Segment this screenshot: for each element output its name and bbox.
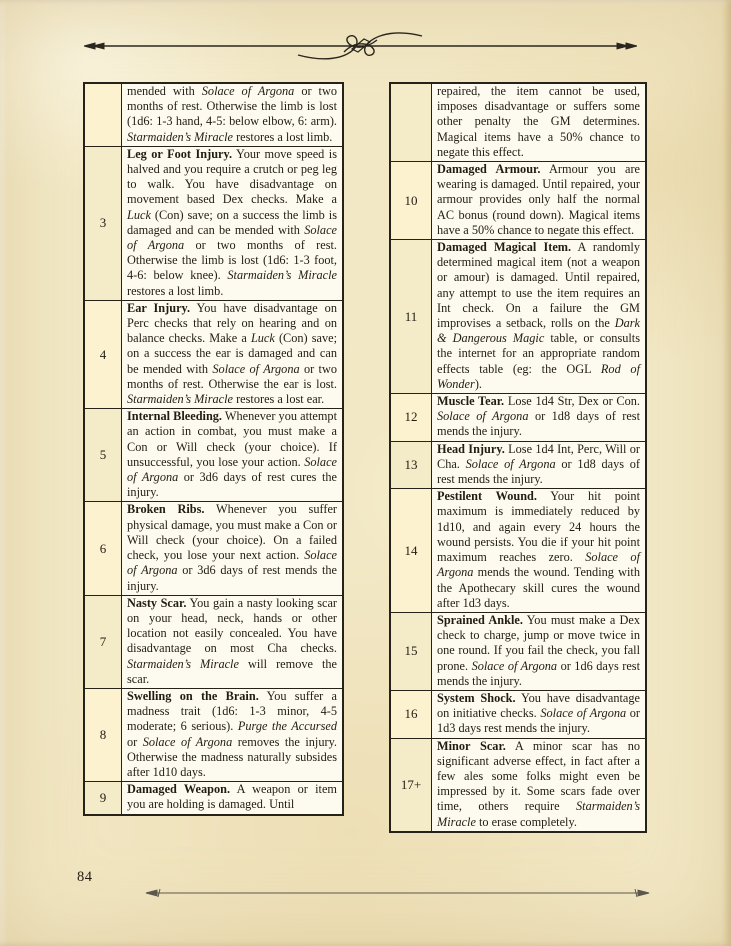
- description-cell: [432, 442, 645, 489]
- text-run: Solace of Argona: [540, 706, 627, 721]
- text-run: Solace of Argona: [142, 734, 233, 749]
- text-run: or two months of rest. Otherwise the limb is lost (1d6: 1-3 hand, 4-5: below elbow, 6: arm).: [127, 84, 338, 129]
- description-cell: [122, 502, 342, 594]
- text-run: Whenever you attempt an action in combat, you must make a Con or Will check (your choice). If unsuccessful, you lose your action.: [127, 409, 337, 469]
- text-run: Starmaiden’s Miracle: [127, 392, 233, 407]
- text-run: restores a lost ear.: [233, 392, 325, 407]
- description-cell: [122, 689, 342, 781]
- text-run: (Con) save; on a success the limb is damaged and can be mended with: [127, 207, 337, 237]
- text-run: ).: [474, 376, 482, 391]
- text-run: Whenever you suffer physical damage, you must make a Con or Will check (your choice). On a failed check, you lose your next action.: [127, 502, 338, 563]
- text-run: Leg or Foot Injury.: [127, 146, 233, 161]
- roll-cell: [85, 84, 122, 146]
- text-run: Swelling on the Brain.: [127, 688, 259, 703]
- text-run: table, or consults the internet for an appropriate random effects table (eg: the OGL: [437, 331, 640, 376]
- roll-cell: 4: [85, 301, 122, 408]
- text-run: Nasty Scar.: [127, 595, 187, 610]
- roll-cell: 9: [85, 782, 122, 813]
- text-run: Pestilent Wound.: [437, 489, 537, 504]
- text-run: Minor Scar.: [437, 738, 506, 753]
- text-run: You must make a Dex check to charge, jump or move twice in one round. If you fail the check, you fall prone.: [437, 612, 640, 673]
- text-run: Solace of Argona: [127, 222, 337, 253]
- text-run: will remove the scar.: [127, 656, 337, 686]
- text-run: System Shock.: [437, 690, 516, 705]
- roll-cell: 3: [85, 147, 122, 300]
- roll-cell: 7: [85, 596, 122, 688]
- roll-cell: 17+: [391, 739, 432, 831]
- text-run: or two months of rest. Otherwise the limb is lost (1d6: 1-3 foot, 4-6: below knee).: [127, 238, 337, 283]
- text-run: repaired, the item cannot be used, imposes disadvantage or suffers some other penalty the GM determines. Magical items have a 50% chance to negate this effect.: [437, 84, 640, 159]
- description-cell: [122, 301, 342, 408]
- roll-cell: 10: [391, 162, 432, 239]
- text-run: Dark & Dangerous Magic: [437, 316, 640, 346]
- text-run: restores a lost limb.: [127, 283, 224, 298]
- table-row: [391, 161, 645, 239]
- injury-table-right: [389, 82, 647, 833]
- roll-cell: 15: [391, 613, 432, 690]
- table-row: [391, 393, 645, 441]
- table-row: [85, 408, 342, 501]
- text-run: Your move speed is halved and you require a crutch or peg leg to walk. You have disadvantage on movement based Dex checks. Make a: [127, 146, 337, 207]
- table-row: [391, 488, 645, 612]
- description-cell: [432, 489, 645, 612]
- table-row: [391, 239, 645, 393]
- text-run: Damaged Magical Item.: [437, 240, 572, 255]
- text-run: or 3d6 days of rest cures the injury.: [127, 470, 337, 500]
- text-run: A randomly determined magical item (not a weapon or amour) is damaged. Until repaired, any attempt to use the item requires an Int check. On a failure the GM improvises a setback, rolls on the: [437, 240, 640, 331]
- text-run: You suffer a madness trait (1d6: 1-3 minor, 4-5 moderate; 6 serious).: [127, 688, 337, 734]
- footer-rule: [145, 886, 650, 900]
- text-run: Solace of Argona: [437, 550, 640, 580]
- text-run: Solace of Argona: [127, 454, 337, 485]
- text-run: Solace of Argona: [212, 361, 300, 376]
- table-row: [391, 738, 645, 831]
- text-run: Solace of Argona: [201, 84, 295, 98]
- text-run: Armour you are wearing is damaged. Until repaired, your armour provides only half the normal AC bonus (round down). Magical items have a 50% chance to negate this effect.: [437, 162, 641, 237]
- text-run: Solace of Argona: [471, 658, 558, 673]
- text-run: to erase completely.: [475, 814, 577, 829]
- table-row: [391, 441, 645, 489]
- header-rule: [84, 28, 637, 64]
- text-run: or 3d6 days of rest mends the injury.: [127, 563, 337, 593]
- text-run: removes the injury. Otherwise the madness naturally subsides after 1d10 days.: [127, 734, 337, 779]
- roll-cell: 13: [391, 442, 432, 489]
- text-run: Starmaiden’s Miracle: [127, 129, 233, 144]
- description-cell: [432, 394, 645, 441]
- text-run: You gain a nasty looking scar on your head, neck, hands or other location not easily concealed. You have disadvantage on most Cha checks.: [127, 595, 337, 656]
- description-cell: [432, 84, 645, 161]
- table-row: [85, 501, 342, 594]
- description-cell: [432, 240, 645, 393]
- text-run: Luck: [250, 331, 275, 346]
- description-cell: [432, 739, 645, 831]
- text-run: A weapon or item you are holding is damaged. Until: [127, 782, 337, 812]
- roll-cell: 12: [391, 394, 432, 441]
- text-run: Starmaiden’s Miracle: [127, 656, 239, 671]
- table-row: [85, 781, 342, 813]
- text-run: Muscle Tear.: [437, 394, 505, 409]
- text-run: Internal Bleeding.: [127, 409, 223, 424]
- roll-cell: 11: [391, 240, 432, 393]
- text-run: Damaged Armour.: [437, 162, 541, 177]
- description-cell: [432, 613, 645, 690]
- text-run: Rod of Wonder: [437, 361, 640, 391]
- text-run: Luck: [127, 207, 151, 222]
- table-row: [85, 688, 342, 781]
- table-row: [85, 595, 342, 688]
- text-run: mended with: [127, 84, 202, 98]
- table-row: [85, 84, 342, 146]
- text-run: mends the wound. Tending with the Apothecary skill cures the wound after 1d3 days.: [437, 565, 640, 610]
- text-run: or two months of rest. Otherwise the ear is lost.: [127, 361, 338, 391]
- text-run: Ear Injury.: [127, 300, 191, 315]
- roll-cell: 16: [391, 691, 432, 738]
- description-cell: [122, 782, 342, 813]
- text-run: Damaged Weapon.: [127, 782, 231, 797]
- roll-cell: 5: [85, 409, 122, 501]
- text-run: or 1d6 days rest mends the injury.: [437, 658, 641, 688]
- text-run: You have disadvantage on Perc checks that rely on hearing and on balance checks. Make a: [127, 300, 337, 346]
- text-run: Starmaiden’s Miracle: [227, 268, 338, 283]
- description-cell: [432, 691, 645, 738]
- text-run: Lose 1d4 Str, Dex or Con.: [504, 394, 641, 409]
- text-run: Purge the Accursed: [237, 719, 337, 734]
- text-run: or 1d8 days of rest mends the injury.: [437, 409, 641, 439]
- table-row: [85, 300, 342, 408]
- roll-cell: 6: [85, 502, 122, 594]
- text-run: A minor scar has no significant adverse effect, in fact after a few ales some folks might even be impressed by it. Some scars fade over time, others require: [437, 738, 640, 814]
- description-cell: [122, 596, 342, 688]
- description-cell: [122, 147, 342, 300]
- table-row: [391, 690, 645, 738]
- text-run: Starmaiden’s Miracle: [437, 799, 640, 829]
- text-run: or 1d3 days rest mends the injury.: [437, 706, 641, 736]
- roll-cell: [391, 84, 432, 161]
- description-cell: [122, 409, 342, 501]
- injury-table-left: [83, 82, 344, 816]
- page-number: 84: [77, 869, 93, 885]
- text-run: or 1d8 days of rest mends the injury.: [437, 456, 640, 487]
- roll-cell: 14: [391, 489, 432, 612]
- description-cell: [122, 84, 342, 146]
- table-row: [391, 84, 645, 161]
- text-run: Solace of Argona: [465, 456, 556, 471]
- text-run: You have disadvantage on initiative checks.: [437, 690, 641, 721]
- text-run: Head Injury.: [437, 441, 505, 456]
- table-row: [85, 146, 342, 300]
- text-run: Lose 1d4 Int, Perc, Will or Cha.: [437, 441, 640, 471]
- table-row: [391, 612, 645, 690]
- text-run: or: [127, 734, 143, 749]
- text-run: Broken Ribs.: [127, 502, 205, 517]
- roll-cell: 8: [85, 689, 122, 781]
- text-run: (Con) save; on a success the ear is damaged and can be mended with: [127, 331, 337, 376]
- text-run: Solace of Argona: [437, 409, 529, 424]
- text-run: restores a lost limb.: [233, 129, 333, 144]
- description-cell: [432, 162, 645, 239]
- text-run: Sprained Ankle.: [437, 612, 523, 627]
- text-run: Your hit point maximum is immediately reduced by 1d10, and again every 24 hours the wound persists. You die if your hit point maximum reaches zero.: [437, 489, 640, 565]
- text-run: Solace of Argona: [127, 548, 337, 578]
